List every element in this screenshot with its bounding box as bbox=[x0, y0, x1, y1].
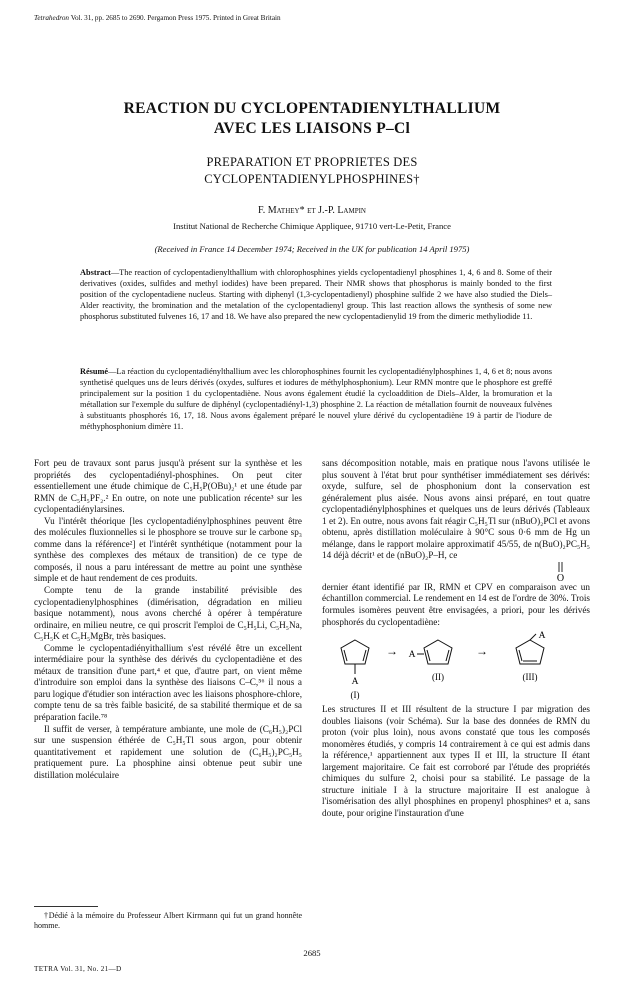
received-dates: (Received in France 14 December 1974; Received in the UK for publication 14 April 1975) bbox=[154, 244, 470, 254]
phosphite-formula bbox=[322, 562, 590, 582]
footnote: †Dédié à la mémoire du Professeur Albert Kirrmann qui fut un grand honnête homme. bbox=[34, 911, 302, 930]
isomer-scheme-drawing bbox=[322, 630, 590, 702]
p-o-double-bond bbox=[322, 562, 590, 582]
abstract-text: —The reaction of cyclopentadienylthallium with chlorophosphines yields cyclopentadienyl phosphines 1, 4, 6 and 8. Some of their derivatives (oxides, sulfides and methyl iodides) have been prepared. Their NMR shows that phosphorus is mainly bonded to the first position of the cyclopentadiene nucleus. Starting with diphenyl (1,3-cyclopentadienyl) phosphine sulfide 2 we have also studied the Diels–Alder reactivity, the bromination and the metalation of the cyclopentadienyl group. This last reaction allows the synthesis of some new phosphorus substituted fulvenes 16, 17 and 18. We have also prepared the new cyclopentadienylid 19 from the dimeric methyliodide 11. bbox=[80, 268, 552, 321]
journal-name: Tetrahedron bbox=[34, 14, 70, 22]
arrow-1: → bbox=[386, 644, 398, 659]
paragraph: sans décomposition notable, mais en pratique nous l'avons utilisée le plus souvent à l'état brut pour synthétiser immédiatement ses dérivés: oxyde, sulfure, sel de phosphonium dont la conservation est généralement plus aisée. Nous avons ainsi préparé, en tout quatre cyclopentadiénylphosphines et quelques uns de leurs dérivés (Tableaux 1 et 2). En outre, nous avons fait réagir C₅H₅Tl sur (nBuO)₂PCl et avons obtenu, après distillation moléculaire à 90°C sous 0·6 mm de Hg un mélange, dans le rapport molaire approximatif 45/55, de n(BuO)₂PC₅H₅ 14 déjà décrit¹ et de (nBuO)₂P–H, ce bbox=[322, 458, 590, 561]
paragraph: Vu l'intérêt théorique [les cyclopentadiénylphosphines peuvent être des molécules fluxionnelles si le phosphore se trouve sur le carbone sp₃ comme dans la référence²] et l'intérêt synthétique (notamment pour la synthèse des complexes des métaux de transition) de ce type de composés, il nous a paru intéressant de mettre au point une synthèse simple et de haut rendement de ces produits. bbox=[34, 515, 302, 584]
subtitle-line-1: PREPARATION ET PROPRIETES DES bbox=[206, 155, 418, 169]
label-III: (III) bbox=[522, 672, 538, 683]
arrow-2: → bbox=[476, 644, 488, 659]
structure-I bbox=[341, 640, 369, 674]
paragraph: Les structures II et III résultent de la structure I par migration des doubles liaisons (voir Schéma). Sur la base des données de RMN du proton (voir plus loin), nous avons constaté que tous les composés monomères étudiés, y compris 14 contrairement à ce qui est admis dans la référence,¹ appartiennent aux types II et III, la structure II étant largement majoritaire. Ce fait est corroboré par l'étude des propriétés chimiques du sulfure 2, choisi pour sa stabilité. Le passage de la structure initiale I à la structure majoritaire II est analogue à l'isomérisation des allyl phosphines en propenyl phosphines⁹ et a, sans doute, pour origine l'instauration d'une bbox=[322, 704, 590, 819]
structure-II bbox=[417, 640, 452, 664]
journal-details: Vol. 31, pp. 2685 to 2690. Pergamon Press 1975. Printed in Great Britain bbox=[70, 14, 281, 22]
resume-text: —La réaction du cyclopentadiénylthallium avec les chlorophosphines fournit les cyclopentadiénylphosphines 1, 4, 6 et 8; nous avons synthetisé quelques uns de leurs dérivés (oxydes, sulfures et iodures de méthylphosphonium). Leur RMN montre que le phosphore est greffé principalement sur la position 1 du cyclopentadiène. Nous avons également étudié la cycloaddition de Diels–Alder, la bromuration et la métallation sur l'exemple du sulfure de diphényl (cyclopentadiényl-1,3) phosphine 2. La réaction de métallation fournit de nouveaux fulvènes à substituants phosphorés 16, 17, 18. Nous avons également préparé le nouvel ylure dérivé du cyclopentadiène 19 à partir de l'iodure de méthyphosphonium dimère 11. bbox=[80, 367, 552, 431]
abstract-french bbox=[80, 367, 552, 432]
authors: F. Mathey* et J.-P. Lampin bbox=[258, 205, 366, 216]
substituent-label-II: A bbox=[408, 650, 416, 661]
paragraph: Comme le cyclopentadiényithallium s'est révélé être un excellent intermédiaire pour la synthèse des dérivés du cyclopentadiène et des métaux de transition d'une part,⁴ et que, d'autre part, on vient même d'introduire son emploi dans la synthèse des liaisons C–C,⁵⁶ il nous a paru logique d'étudier son intéraction avec les liaisons phosphore-chlore, compte tenu de sa très faible basicité, de sa stabilité thermique et de sa préparation facile.⁷⁸ bbox=[34, 642, 302, 723]
title-line-2: AVEC LES LIAISONS P–Cl bbox=[213, 120, 411, 137]
paragraph: Il suffit de verser, à température ambiante, une mole de (C₆H₅)₂PCl sur une suspension éthérée de C₅H₅Tl sous argon, pour obtenir quantitativement et rapidement une solution de (C₆H₅)₂PC₅H₅ pratiquement pure. La phosphine ainsi obtenue peut subir une distillation moléculaire bbox=[34, 723, 302, 780]
footnote-rule bbox=[34, 906, 98, 907]
right-column bbox=[322, 458, 590, 820]
left-column bbox=[34, 458, 302, 781]
isomer-scheme bbox=[322, 630, 590, 702]
label-II: (II) bbox=[432, 672, 444, 683]
paragraph: Compte tenu de la grande instabilité prévisible des cyclopentadienylphosphines (dimérisation, dégradation en milieu basique notamment), nous avons cherché à opérer à température ordinaire, en milieu neutre, ce qui proscrit l'emploi de C₅H₅Li, C₅H₅Na, C₅H₅K et C₅H₅MgBr, très basiques. bbox=[34, 585, 302, 642]
resume-label: Résumé bbox=[80, 367, 109, 376]
oxygen-label: O bbox=[556, 572, 565, 582]
page-number: 2685 bbox=[303, 948, 321, 958]
footer: TETRA Vol. 31, No. 21—D bbox=[34, 965, 122, 973]
substituent-label-I: A bbox=[351, 677, 359, 688]
running-head bbox=[34, 14, 281, 22]
title-line-1: REACTION DU CYCLOPENTADIENYLTHALLIUM bbox=[123, 100, 501, 117]
subtitle-line-2: CYCLOPENTADIENYLPHOSPHINES† bbox=[204, 172, 420, 186]
label-I: (I) bbox=[350, 690, 360, 701]
affiliation: Institut National de Recherche Chimique Appliquee, 91710 vert-Le-Petit, France bbox=[173, 221, 451, 231]
paragraph: Fort peu de travaux sont parus jusqu'à présent sur la synthèse et les propriétés des cyclopentadiényl-phosphines. On peut citer essentiellement une étude chimique de C₅H₅P(OBu)₂¹ et une étude par RMN de C₅H₅PF₂.² En outre, on note une publication récente³ sur les cyclopentadiénylarsines. bbox=[34, 458, 302, 515]
paragraph: dernier étant identifié par IR, RMN et CPV en comparaison avec un échantillon commercial. Le rendement en 14 est de l'ordre de 30%. Trois formules isomères peuvent être envisagées, a priori, pour les dérivés phosphorés du cyclopentadiène: bbox=[322, 581, 590, 627]
substituent-label-III: A bbox=[538, 631, 546, 642]
abstract-label: Abstract bbox=[80, 268, 111, 277]
abstract-english bbox=[80, 268, 552, 323]
